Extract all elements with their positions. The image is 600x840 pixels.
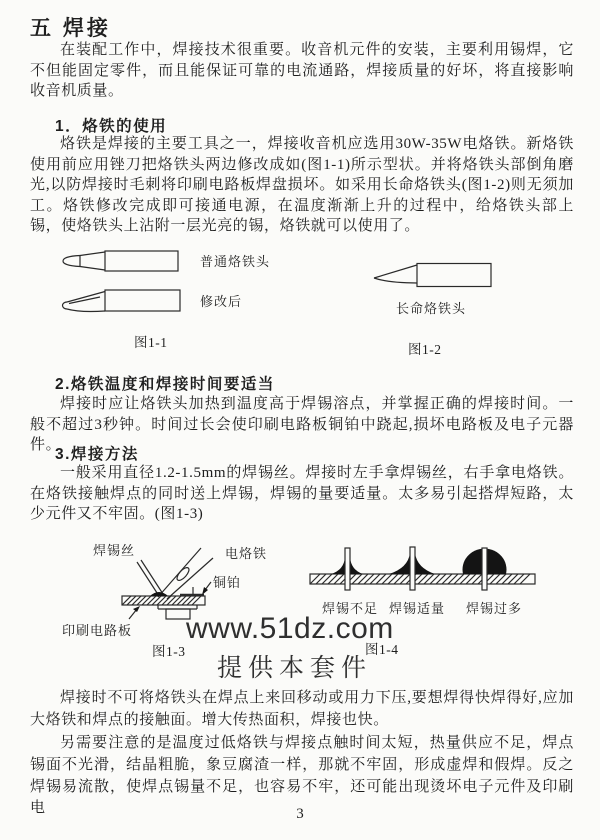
label-modified-tip: 修改后 bbox=[200, 294, 243, 309]
label-longlife-tip: 长命烙铁头 bbox=[396, 301, 467, 316]
closing-paragraph-2: 另需要注意的是温度过低烙铁与焊接点触时间太短，热量供应不足，焊点锡面不光滑，结晶粗脆，象豆腐渣一样，那就不牢固，形成虚焊和假焊。反之焊锡易流散，使焊点锡量不足，也容易不牢，还可能出现烫坏电子元件及印刷电 bbox=[30, 735, 574, 817]
label-solder-adequate: 焊锡适量 bbox=[389, 601, 446, 616]
page-title: 五 焊接 bbox=[30, 17, 111, 40]
watermark-url: www.51dz.com bbox=[186, 612, 394, 645]
label-pcb: 印刷电路板 bbox=[62, 623, 133, 638]
figure-1-1-caption: 图1-1 bbox=[134, 335, 168, 350]
page-number: 3 bbox=[296, 806, 304, 822]
watermark-tagline: 提供本套件 bbox=[217, 654, 373, 682]
label-electric-iron: 电烙铁 bbox=[225, 546, 268, 561]
label-normal-tip: 普通烙铁头 bbox=[200, 254, 271, 269]
section1-heading: 1．烙铁的使用 bbox=[55, 118, 168, 135]
label-solder-wire: 焊锡丝 bbox=[93, 543, 136, 558]
figure-1-4-caption: 图1-4 bbox=[365, 642, 399, 657]
iron-tip-modified-diagram bbox=[58, 286, 182, 314]
section2-heading: 2.烙铁温度和焊接时间要适当 bbox=[55, 376, 275, 393]
figure-1-2-caption: 图1-2 bbox=[408, 342, 442, 357]
section2-body: 焊接时应让烙铁头加热到温度高于焊锡溶点，并掌握正确的焊接时间。一般不超过3秒钟。时间过长会使印刷电路板铜铂中跷起,损坏电路板及电子元器件。 bbox=[30, 396, 574, 453]
label-copper-foil: 铜铂 bbox=[213, 575, 242, 590]
intro-paragraph: 在装配工作中，焊接技术很重要。收音机元件的安装，主要利用锡焊，它不但能固定零件，而且能保证可靠的电流通路，焊接质量的好坏，将直接影响收音机质量。 bbox=[30, 42, 574, 99]
figure-row-1 bbox=[0, 245, 600, 365]
iron-tip-longlife-diagram bbox=[371, 262, 493, 288]
label-solder-excess: 焊锡过多 bbox=[466, 601, 523, 616]
section3-body: 一般采用直径1.2-1.5mm的焊锡丝。焊接时左手拿焊锡丝，右手拿电烙铁。在烙铁接触焊点的同时送上焊锡，焊锡的量要适量。太多易引起搭焊短路，太少元件又不牢固。(图1-3) bbox=[30, 465, 574, 522]
label-solder-insufficient: 焊锡不足 bbox=[322, 601, 379, 616]
section3-heading: 3.焊接方法 bbox=[55, 446, 139, 463]
closing-paragraph-1: 焊接时不可将烙铁头在焊点上来回移动或用力下压,要想焊得快焊得好,应加大烙铁和焊点的接触面。增大传热面积，焊接也快。 bbox=[30, 690, 574, 728]
section1-body: 烙铁是焊接的主要工具之一，焊接收音机应选用30W-35W电烙铁。新烙铁使用前应用锉刀把烙铁头两边修改成如(图1-1)所示型状。并将烙铁头部倒角磨光,以防焊接时毛刺将印刷电路板焊盘损坏。如采用长命烙铁头(图1-2)则无须加工。烙铁修改完成即可接通电源，在温度渐渐上升的过程中，给烙铁头部上锡，使烙铁头上沾附一层光亮的锡，烙铁就可以使用了。 bbox=[30, 136, 574, 234]
figure-1-3-caption: 图1-3 bbox=[152, 644, 186, 659]
iron-tip-normal-diagram bbox=[60, 249, 180, 273]
solder-amount-diagram bbox=[303, 544, 543, 596]
figure-row-2 bbox=[0, 530, 600, 688]
